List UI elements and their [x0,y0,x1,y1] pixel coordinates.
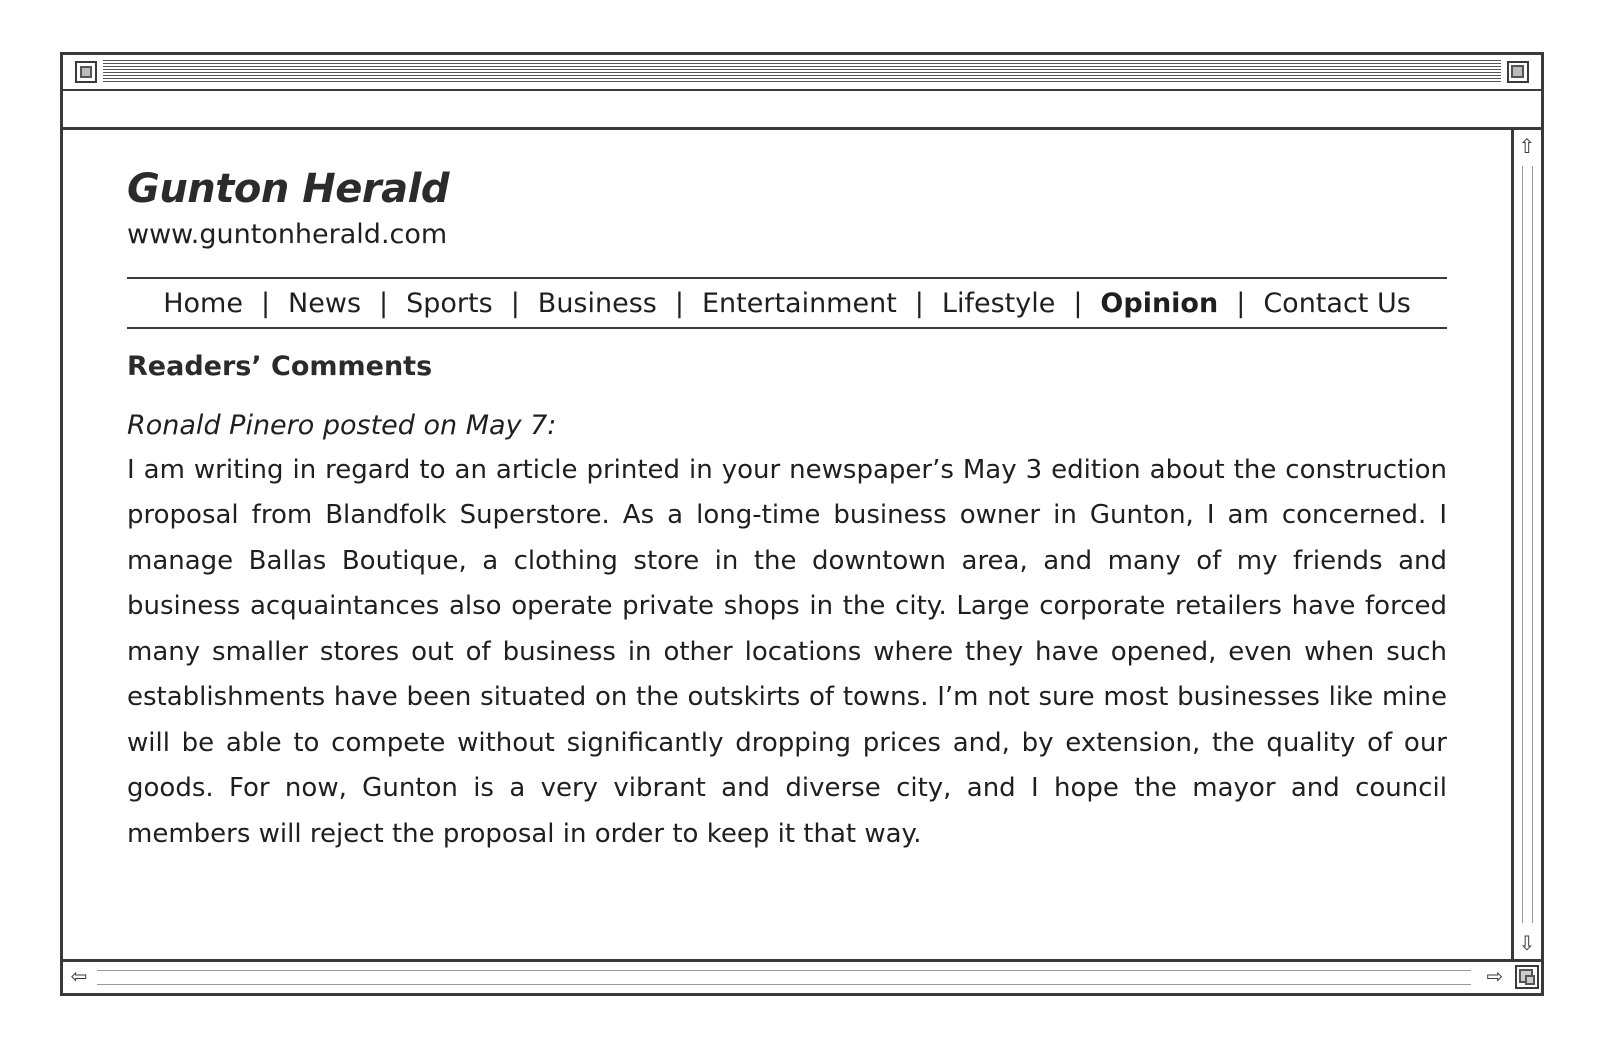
nav-separator: | [379,287,389,319]
horizontal-scrollbar[interactable] [63,959,1541,993]
horizontal-scroll-track[interactable] [97,970,1471,985]
site-title: Gunton Herald [127,166,449,212]
vertical-scrollbar[interactable] [1511,130,1541,959]
nav-separator: | [914,287,924,319]
nav-separator: | [260,287,271,319]
nav-item-home[interactable]: Home [163,287,243,319]
scroll-down-icon[interactable]: ⇩ [1518,931,1536,955]
scroll-up-icon[interactable]: ⇧ [1518,134,1536,158]
nav-item-opinion[interactable]: Opinion [1100,287,1219,319]
resize-grow-box-icon[interactable] [1515,965,1539,989]
vertical-scroll-track[interactable] [1522,166,1533,923]
browser-window [60,52,1544,996]
nav-item-business[interactable]: Business [537,287,657,319]
nav-separator: | [1073,287,1083,319]
main-nav [127,277,1447,329]
comment-body: I am writing in regard to an article printed in your newspaper’s May 3 edition about the construction proposal from Blandfolk Superstore. As a long-time business owner in Gunton, I am concerned. I manage Ballas Boutique, a clothing store in the downtown area, and many of my friends and business acquaintances also operate private shops in the city. Large corporate retailers have forced many smaller stores out of business in other locations where they have opened, even when such establishments have been situated on the outskirts of towns. I’m not sure most businesses like mine will be able to compete without significantly dropping prices and, by extension, the quality of our goods. For now, Gunton is a very vibrant and diverse city, and I hope the mayor and council members will reject the proposal in order to keep it that way. [127,454,1447,849]
nav-item-entertainment[interactable]: Entertainment [701,287,897,319]
close-box-icon[interactable] [75,61,97,83]
comment-author-line: Ronald Pinero posted on May 7: [127,410,557,442]
nav-item-news[interactable]: News [288,287,362,319]
scroll-left-icon[interactable]: ⇦ [70,964,88,988]
nav-item-contact-us[interactable]: Contact Us [1263,287,1411,319]
nav-item-lifestyle[interactable]: Lifestyle [941,287,1056,319]
zoom-box-icon[interactable] [1507,61,1529,83]
address-bar[interactable] [63,91,1541,130]
section-heading: Readers’ Comments [127,351,433,383]
site-url: www.guntonherald.com [127,219,448,250]
nav-separator: | [674,287,684,319]
nav-separator: | [510,287,520,319]
title-bar[interactable] [63,55,1541,91]
title-bar-stripes [103,60,1501,84]
scroll-right-icon[interactable]: ⇨ [1486,964,1504,988]
nav-item-sports[interactable]: Sports [406,287,493,319]
page-content [127,165,1447,883]
nav-separator: | [1236,287,1246,319]
